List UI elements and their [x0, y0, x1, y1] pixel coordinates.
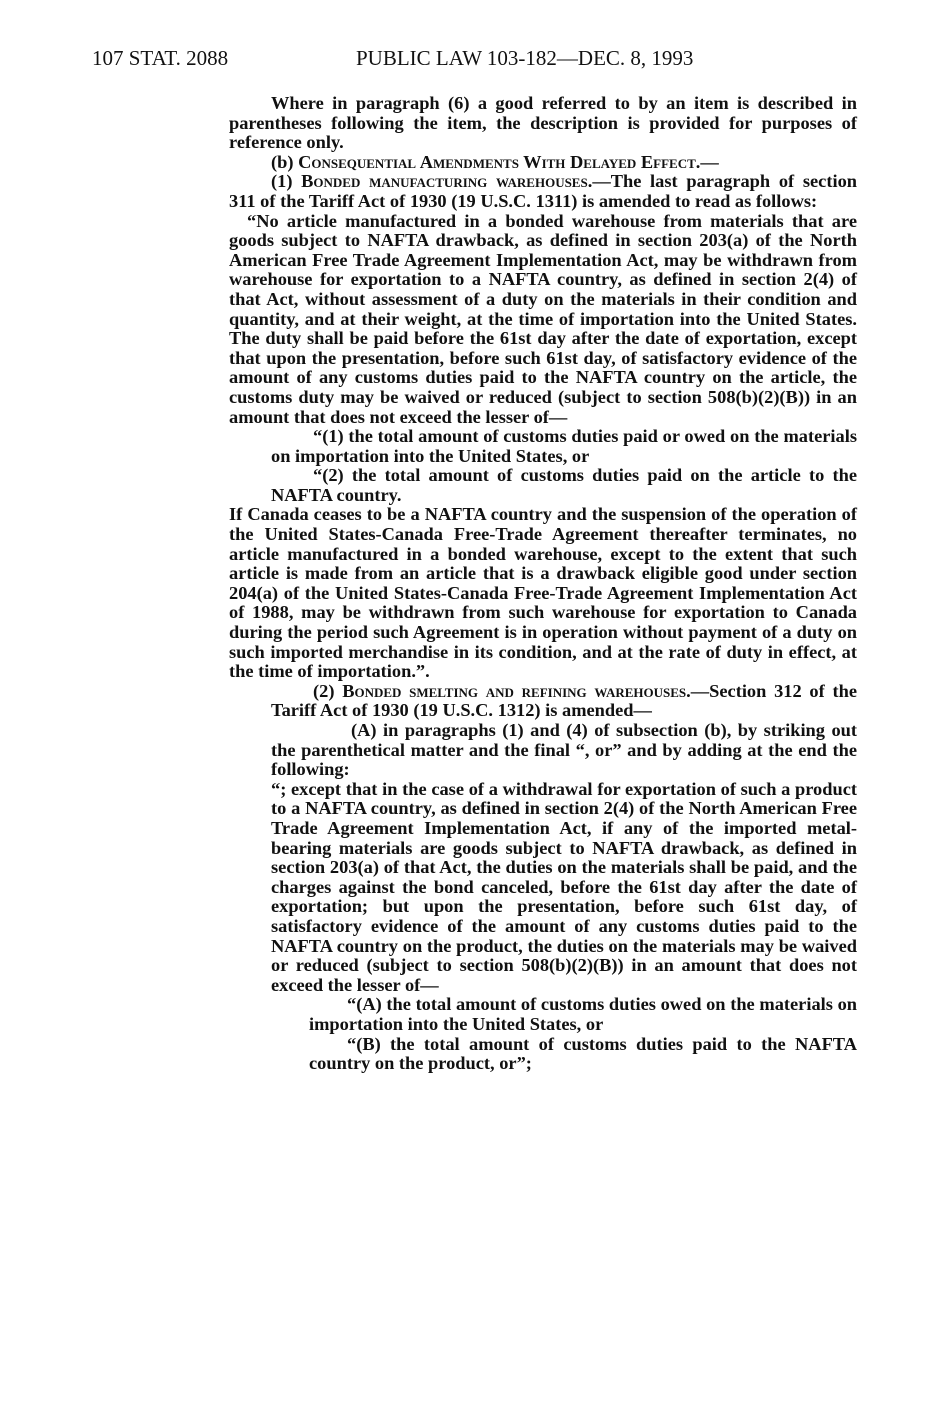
quoted-exception-text: “; except that in the case of a withdrawal for exportation of such a product to a NAFTA country, as defined in section 2(4) of the North American Free Trade Agreement Implementation Act, if any of the imported metal-bearing materials are goods subject to NAFTA drawback, as defined in section 203(a) of that Act, the duties on the materials shall be paid, and the charges against the bond canceled, before the 61st day after the date of exportation; but upon the presentation, before such 61st day, of satisfactory evidence of the amount of any customs duties paid to the NAFTA country on the product, the duties on the materials may be waived or reduced (subject to section 508(b)(2)(B)) in an amount that does not exceed the lesser of— [271, 778, 857, 995]
paragraph-1-bonded-manufacturing: (1) Bonded manufacturing warehouses.—The last paragraph of section 311 of the Tariff Act of 1930 (19 U.S.C. 1311) is amended to read as follows: [229, 171, 857, 211]
canada-provision: If Canada ceases to be a NAFTA country and the suspension of the operation of the United States-Canada Free-Trade Agreement thereafter terminates, no article manufactured in a bonded warehouse, except to the extent that such article is made from an article that is a drawback eligible good under section 204(a) of the United States-Canada Free-Trade Agreement Implementation Act of 1988, may be withdrawn from such warehouse for exportation to Canada during the period such Agreement is in operation without payment of a duty on such imported merchandise in its condition, and at the rate of duty in effect, at the time of importation.”. [229, 504, 857, 682]
clause-b: “(B) the total amount of customs duties paid to the NAFTA country on the product, or”; [309, 1033, 857, 1074]
stat-reference: 107 STAT. 2088 [92, 46, 229, 70]
page-header [0, 46, 947, 76]
subsection-b-heading: (b) Consequential Amendments With Delayed Effect.— [271, 151, 719, 172]
statute-text [229, 94, 857, 1074]
law-title: PUBLIC LAW 103-182—DEC. 8, 1993 [356, 46, 694, 70]
clause-1: “(1) the total amount of customs duties paid or owed on the materials on importation into the United States, or [271, 426, 857, 466]
paragraph-2-bonded-smelting: (2) Bonded smelting and refining warehouses.—Section 312 of the Tariff Act of 1930 (19 U.S.C. 1312) is amended— [271, 680, 857, 721]
clause-2: “(2) the total amount of customs duties paid on the article to the NAFTA country. [271, 465, 857, 505]
subparagraph-a: (A) in paragraphs (1) and (4) of subsection (b), by striking out the parenthetical matter and the final “, or” and by adding at the end the following: [271, 720, 857, 780]
clause-a: “(A) the total amount of customs duties owed on the materials on importation into the United States, or [309, 994, 857, 1034]
paragraph-reference-note: Where in paragraph (6) a good referred to by an item is described in parentheses following the item, the description is provided for purposes of reference only. [229, 93, 857, 153]
quoted-amendment-text: “No article manufactured in a bonded warehouse from materials that are goods subject to NAFTA drawback, as defined in section 203(a) of the North American Free Trade Agreement Implementation Act, may be withdrawn from warehouse for exportation to a NAFTA country, as defined in section 2(4) of that Act, without assessment of a duty on the materials in their condition and quantity, and at their weight, at the time of importation into the United States. The duty shall be paid before the 61st day after the date of exportation, except that upon the presentation, before such 61st day, of satisfactory evidence of the amount of any customs duties paid to the NAFTA country on the article, the customs duty may be waived or reduced (subject to section 508(b)(2)(B)) in an amount that does not exceed the lesser of— [229, 210, 857, 427]
